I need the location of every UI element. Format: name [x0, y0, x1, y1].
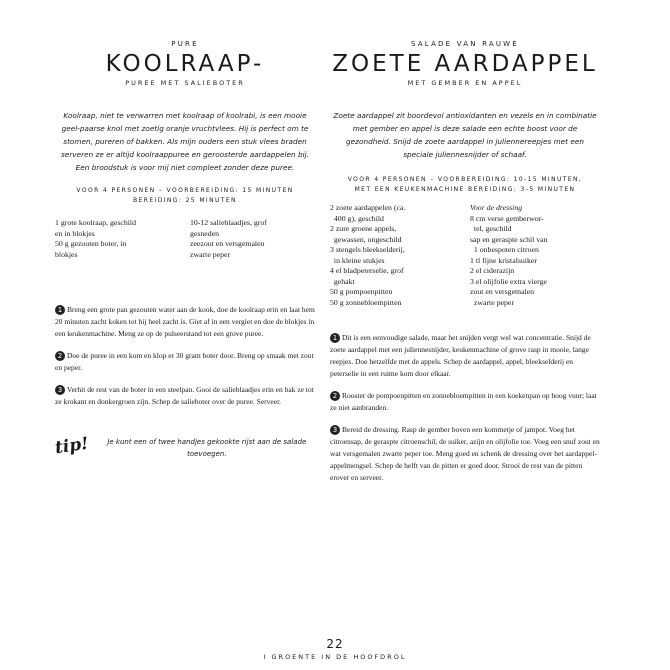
step-text: Doe de puree in een kom en klop er 30 gram boter door. Breng op smaak met zout en peper.: [55, 351, 314, 372]
step-text: Bereid de dressing. Rasp de gember boven een kommetje of jampot. Voeg het citroensap, de geraspte citroenschil, de suiker, azijn en olijfolie toe. Voeg een snuf zout en wat versgemalen zwarte peper toe. Meng goed en schenk de dressing over het aardappel-appelmengsel. Schep de helft van de pitten er goed door. Strooi de rest van de pitten erover en serveer.: [330, 425, 600, 482]
method-steps: [330, 332, 600, 484]
ingredients-column-1: 2 zoete aardappelen (ca. 400 g), geschild 2 zure groene appels, gewassen, ongeschild 3 stengels bleekselderij, in kleine stukjes 4 el bladpeterselie, grof gehakt 50 g pompoenpitten 50 g zonnebloempitten: [330, 203, 406, 307]
recipe-meta-time: BEREIDING: 25 MINUTEN: [133, 197, 237, 204]
method-step: [330, 332, 600, 380]
tip-label: tip!: [53, 433, 90, 459]
ingredients-list: [330, 203, 600, 308]
recipe-kicker: PURE: [171, 40, 199, 48]
step-number-badge: 1: [330, 333, 340, 343]
step-text: Breng een grote pan gezouten water aan de kook, doe de koolraap erin en laat hem 20 minuten zacht koken tot hij heel zacht is. Giet af in een vergiet en doe de blokjes in een keukenmachine. Meng ze op de pulseerstand tot een grove puree.: [55, 305, 315, 338]
ingredients-list: [55, 218, 315, 260]
recipe-subtitle: PUREE MET SALIEBOTER: [125, 79, 245, 87]
recipe-koolraap: [55, 40, 315, 460]
method-steps: [55, 304, 315, 408]
recipe-zoete-aardappel: [330, 40, 600, 494]
step-number-badge: 2: [55, 351, 65, 361]
ingredients-column-1: 1 grote koolraap, geschild en in blokjes 50 g gezouten boter, in blokjes: [55, 218, 136, 259]
method-step: [55, 304, 315, 340]
recipe-title: KOOLRAAP-: [105, 51, 265, 77]
method-step: [330, 390, 600, 414]
dressing-heading: Voor de dressing: [470, 203, 523, 212]
recipe-meta-servings: VOOR 4 PERSONEN – VOORBEREIDING: 10-15 MINUTEN,: [347, 176, 583, 183]
section-title: I GROENTE IN DE HOOFDROL: [263, 653, 407, 661]
recipe-meta-servings: VOOR 4 PERSONEN – VOORBEREIDING: 15 MINUTEN: [76, 187, 294, 194]
step-number-badge: 3: [55, 385, 65, 395]
ingredients-column-2: 10-12 salieblaadjes, grof gesneden zeezout en versgemalen zwarte peper: [190, 218, 267, 259]
method-step: [330, 424, 600, 484]
step-text: Dit is een eenvoudige salade, maar het snijden vergt wel wat concentratie. Snijd de zoete aardappel met een juliennesnijder, keukenmachine of grove rasp in mooie, lange reepjes. Doe hetzelfde met de appels. Schep de aardappel, appel, bleekselderij en peterselie in een ruime kom door elkaar.: [330, 333, 591, 378]
step-number-badge: 3: [330, 425, 340, 435]
recipe-intro: Koolraap, niet te verwarren met koolraap of koolrabi, is een mooie geel-paarse knol met zoetig oranje vruchtvlees. Hij is perfect om te stomen, pureren of bakken. Als mijn ouders een stuk vlees braden serveren ze er altijd koolraappuree en geroosterde aardappelen bij. Een broodstuk is voor mij niet compleet zonder deze puree.: [61, 111, 309, 172]
page-number: 22: [326, 637, 344, 651]
method-step: [55, 384, 315, 408]
tip-text: Je kunt een of twee handjes gekookte rijst aan de salade toevoegen.: [107, 438, 307, 458]
recipe-meta-time: MET EEN KEUKENMACHINE BEREIDING: 3-5 MINUTEN: [354, 186, 576, 193]
method-step: [55, 350, 315, 374]
step-text: Verhit de rest van de boter in een steelpan. Gooi de salieblaadjes erin en bak ze tot ze krokant en donkergroen zijn. Schep de salieboter over de puree. Serveer.: [55, 385, 314, 406]
tip-box: [53, 433, 315, 460]
recipe-kicker: SALADE VAN RAUWE: [411, 40, 519, 48]
step-text: Rooster de pompoenpitten en zonnebloempitten in een koekenpan op hoog vuur; laat ze niet aanbranden.: [330, 391, 597, 412]
step-number-badge: 2: [330, 391, 340, 401]
recipe-subtitle: MET GEMBER EN APPEL: [407, 79, 523, 87]
step-number-badge: 1: [55, 305, 65, 315]
recipe-title: ZOETE AARDAPPEL: [332, 51, 598, 77]
ingredients-column-2: 8 cm verse gemberwor- tel, geschild sap en geraspte schil van 1 onbespoten citroen 1 tl fijne kristalsuiker 2 el ciderazijn 3 el olijfolie extra vierge zout en versgemalen zwarte peper: [470, 213, 548, 307]
recipe-intro: Zoete aardappel zit boordevol antioxidanten en vezels en in combinatie met gember en appel is deze salade een echte boost voor de gezondheid. Snijd de zoete aardappel in juliennereepjes met een speciale juliennesnijder of schaaf.: [333, 111, 597, 159]
